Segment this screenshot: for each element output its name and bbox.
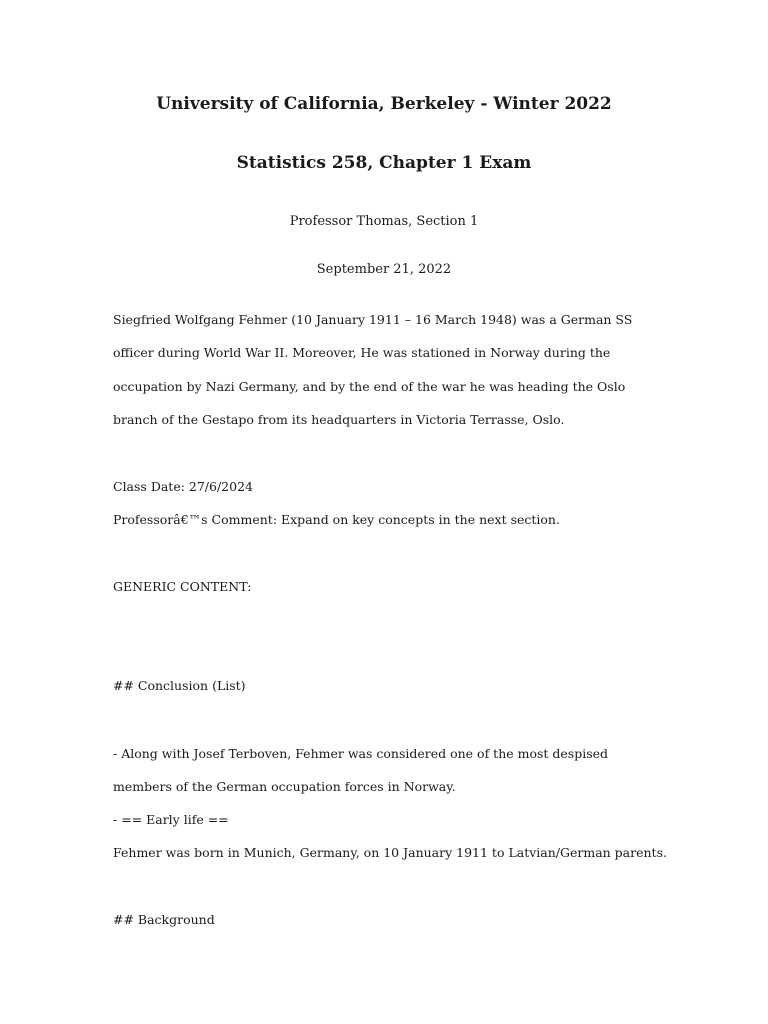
professor-section: Professor Thomas, Section 1 (289, 214, 479, 229)
conclusion-heading: ## Conclusion (List) (113, 678, 246, 693)
university-title: University of California, Berkeley - Winter 2022 (156, 94, 612, 114)
exam-date: September 21, 2022 (316, 262, 452, 277)
exam-title: Statistics 258, Chapter 1 Exam (236, 153, 532, 173)
generic-content-label: GENERIC CONTENT: (113, 579, 252, 594)
intro-paragraph: Siegfried Wolfgang Fehmer (10 January 1911 – 16 March 1948) was a German SS officer during World War II. Moreover, He was stationed in Norway during the occupation by Nazi Germany, and by the end of the war he was heading the Oslo branch of the Gestapo from its headquarters in Victoria Terrasse, Oslo. (113, 312, 633, 427)
early-life-paragraph: Fehmer was born in Munich, Germany, on 10 January 1911 to Latvian/German parents. (113, 845, 667, 860)
background-heading: ## Background (113, 912, 215, 927)
class-date: Class Date: 27/6/2024 (113, 479, 253, 494)
professor-comment: Professorâ€™s Comment: Expand on key concepts in the next section. (113, 512, 560, 527)
list-item: - Along with Josef Terboven, Fehmer was considered one of the most despised members of the German occupation forces in Norway. (113, 746, 609, 795)
list-item: - == Early life == (113, 812, 229, 827)
